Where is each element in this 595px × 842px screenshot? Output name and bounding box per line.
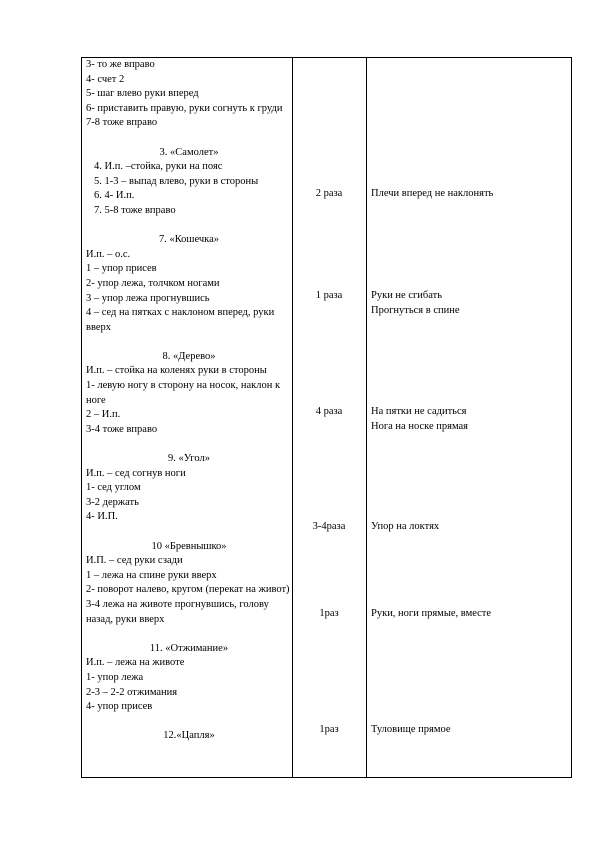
exercise-line: 6. 4- И.п. — [94, 190, 135, 202]
exercise-line: 3-4 лежа на животе прогнувшись, голову назад, руки вверх — [86, 598, 269, 625]
exercise-line: И.П. – сед руки сзади — [86, 555, 183, 567]
dosage-cell: 4 раза — [315, 406, 343, 417]
exercise-line: 3-2 держать — [86, 496, 139, 508]
exercise-line: 7-8 тоже вправо — [86, 117, 158, 129]
exercise-line: 5- шаг влево руки вперед — [86, 88, 199, 100]
exercise-line: 2- поворот налево, кругом (перекат на живот) — [86, 584, 290, 596]
note-cell: Плечи вперед не наклонять — [371, 188, 494, 199]
exercise-line: 1 – лежа на спине руки вверх — [86, 569, 217, 581]
exercise-line: И.п. – стойка на коленях руки в стороны — [86, 365, 267, 377]
note-cell: Туловище прямое — [371, 724, 451, 735]
exercise-line: 3- то же вправо — [86, 59, 155, 70]
note-cell: На пятки не садиться — [371, 406, 467, 417]
exercise-line: 7. 5-8 тоже вправо — [94, 204, 176, 216]
exercise-title: 9. «Угол» — [168, 453, 210, 465]
exercise-line: 4- И.П. — [86, 511, 118, 523]
exercise-line: 6- приставить правую, руки согнуть к груди — [86, 102, 283, 114]
exercise-line: 4- счет 2 — [86, 73, 125, 85]
exercise-line: 1- упор лежа — [86, 671, 144, 683]
exercise-line: 2- упор лежа, толчком ногами — [86, 277, 220, 289]
exercise-line: И.п. – сед согнув ноги — [86, 467, 186, 479]
exercise-line: 3-4 тоже вправо — [86, 423, 158, 435]
column-divider-2 — [366, 58, 367, 777]
exercise-title: 11. «Отжимание» — [149, 642, 229, 654]
exercise-line: 4- упор присев — [86, 701, 153, 713]
exercise-line: И.п. – о.с. — [86, 248, 131, 260]
exercise-column — [86, 58, 292, 744]
dosage-cell: 1раз — [319, 724, 339, 735]
note-cell: Руки не сгибать — [371, 290, 443, 301]
exercise-line: И.п. – лежа на животе — [86, 657, 185, 669]
exercise-line: 1- левую ногу в сторону на носок, наклон к ноге — [86, 380, 281, 406]
exercise-title: 8. «Дерево» — [162, 350, 216, 362]
dosage-cell: 1раз — [319, 608, 339, 619]
note-cell: Упор на локтях — [371, 521, 440, 532]
exercise-line: 2 – И.п. — [86, 409, 121, 421]
exercise-title: 10 «Бревнышко» — [151, 540, 227, 552]
exercise-title: 3. «Самолет» — [159, 146, 219, 158]
exercise-line: 1 – упор присев — [86, 263, 157, 275]
exercise-line: 4. И.п. –стойка, руки на пояс — [94, 161, 223, 173]
dosage-cell: 3-4раза — [312, 521, 346, 532]
dosage-cell: 1 раза — [315, 290, 343, 301]
exercise-line: 2-3 – 2-2 отжимания — [86, 686, 178, 698]
exercise-title: 7. «Кошечка» — [158, 234, 220, 246]
note-cell: Нога на носке прямая — [371, 421, 469, 432]
exercise-line: 1- сед углом — [86, 482, 141, 494]
note-cell: Прогнуться в спине — [371, 305, 460, 316]
exercise-title: 12.«Цапля» — [163, 730, 215, 742]
exercise-line: 4 – сед на пятках с наклоном вперед, руки вверх — [86, 307, 275, 333]
note-cell: Руки, ноги прямые, вместе — [371, 608, 492, 619]
exercise-line: 5. 1-3 – выпад влево, руки в стороны — [94, 175, 259, 187]
exercise-line: 3 – упор лежа прогнувшись — [86, 292, 210, 304]
dosage-cell: 2 раза — [315, 188, 343, 199]
